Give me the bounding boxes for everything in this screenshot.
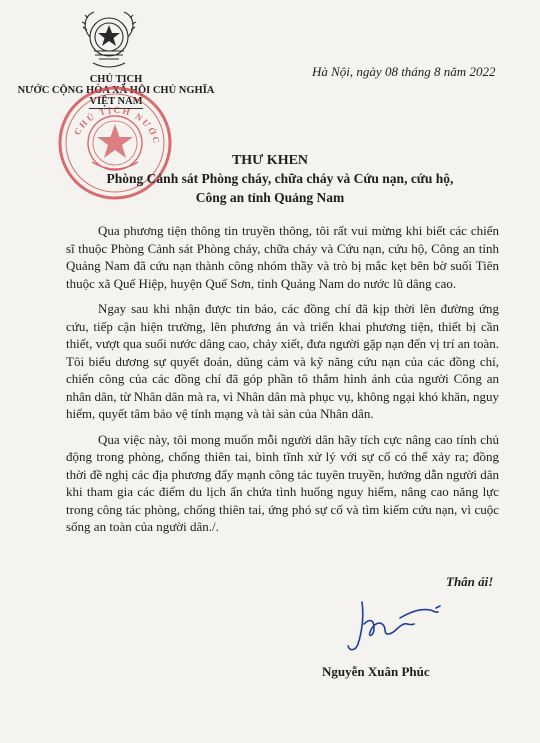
body-paragraph-3: Qua việc này, tôi mong muốn mỗi người dân hãy tích cực nâng cao tính chủ động trong phòng, chống thiên tai, bình tĩnh xử lý với sự cố có thể xảy ra; đồng thời đề nghị các địa phương đẩy mạnh công tác tuyên truyền, hướng dẫn người dân khi tham gia các điểm du lịch ẩn chứa tình huống nguy hiểm, nâng cao năng lực trong công tác phòng, chống thiên tai, ứng phó sự cố và tìm kiếm cứu nạn, vì cuộc sống an toàn của người dân./. [66,431,499,534]
issuer-country-name: VIỆT NAM [89,96,143,107]
seal-ring-text: CHỦ TỊCH NƯỚC [71,104,163,147]
body-paragraph-2: Ngay sau khi nhận được tin báo, các đồng chí đã kịp thời lên đường ứng cứu, tiếp cận hiện trường, lên phương án và triển khai phương tiện, thiết bị cần thiết, vượt qua suối nước dâng cao, chảy xiết, đưa người gặp nạn đến vị trí an toàn. Tôi biểu dương sự quyết đoán, dũng cảm và kỹ năng cứu nạn của các đồng chí, chiến công của các đồng chí đã góp phần tô thắm hình ảnh của người Công an nhân dân, từ Nhân dân mà ra, vì Nhân dân mà phục vụ, không ngại khó khăn, nguy hiểm, quyết tâm bảo vệ tính mạng và tài sản của Nhân dân. [66,301,499,421]
closing-salutation: Thân ái! [446,574,494,589]
recipient-line-2: Công an tỉnh Quảng Nam [195,190,345,205]
issuer-title: CHỦ TỊCH [89,74,143,85]
date-line: Hà Nội, ngày 08 tháng 8 năm 2022 [312,64,496,79]
body-paragraph-1: Qua phương tiện thông tin truyền thông, tôi rất vui mừng khi biết các chiến sĩ thuộc Phòng Cảnh sát Phòng cháy, chữa cháy và Cứu nạn, cứu hộ, Công an tỉnh Quảng Nam đã cứu nạn thành công nhóm thầy và trò bị mắc kẹt bên bờ suối Tiên thuộc xã Quế Hiệp, huyện Quế Sơn, tỉnh Quảng Nam do nước lũ dâng cao. [66,223,499,291]
handwritten-signature [340,594,450,658]
letter-body [66,222,499,544]
national-emblem-icon [74,6,144,72]
issuer-country-line: NƯỚC CỘNG HÒA XÃ HỘI CHỦ NGHĨA [17,85,215,96]
letter-heading: THƯ KHEN [231,153,309,168]
signer-name: Nguyễn Xuân Phúc [322,664,430,679]
recipient-line-1: Phòng Cảnh sát Phòng cháy, chữa cháy và Cứu nạn, cứu hộ, [106,171,454,186]
